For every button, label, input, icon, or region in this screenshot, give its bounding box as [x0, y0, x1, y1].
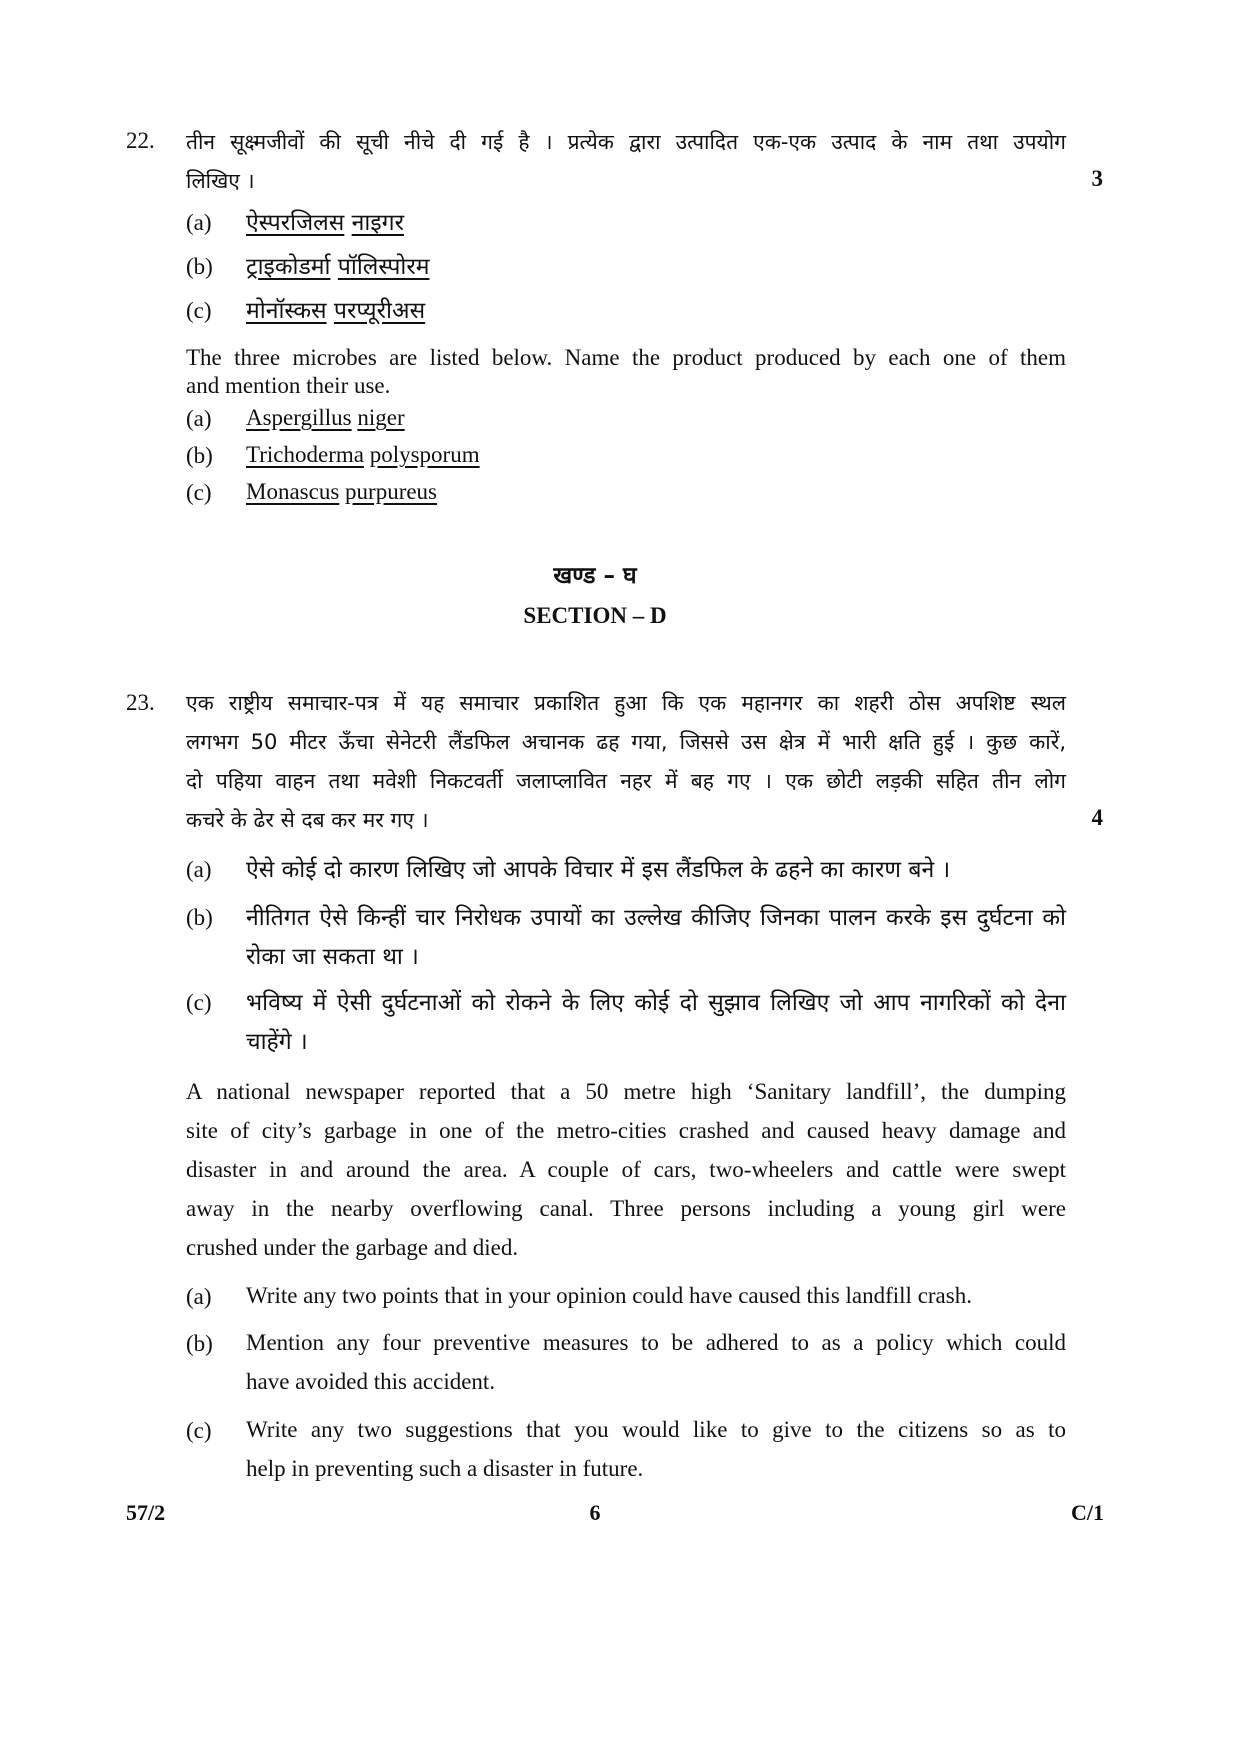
- q23-en-option-b-line-2: have avoided this accident.: [246, 1369, 496, 1394]
- q23-hi-option-a-label: (a): [186, 857, 212, 882]
- question-23-number: 23.: [126, 690, 155, 715]
- q23-hi-option-b-line-2: रोका जा सकता था ।: [246, 944, 419, 970]
- q22-en-option-a: Aspergillus niger: [246, 405, 405, 430]
- q22-hi-option-c: मोनॉस्कस परप्यूरीअस: [246, 298, 426, 324]
- q23-english-line-2: site of city’s garbage in one of the metro-cities crashed and caused heavy damage and: [186, 1118, 1066, 1143]
- q23-en-option-c-line-1: Write any two suggestions that you would like to give to the citizens so as to: [246, 1417, 1066, 1442]
- q23-hi-option-c-label: (c): [186, 990, 212, 1015]
- q22-en-option-b: Trichoderma polysporum: [246, 442, 480, 467]
- q23-english-line-4: away in the nearby overflowing canal. Three persons including a young girl were: [186, 1196, 1066, 1221]
- q23-hindi-line-2: लगभग 50 मीटर ऊँचा सेनेटरी लैंडफिल अचानक ढह गया, जिससे उस क्षेत्र में भारी क्षति हुई । कुछ कारें,: [186, 730, 1066, 754]
- q23-hi-option-a: ऐसे कोई दो कारण लिखिए जो आपके विचार में इस लैंडफिल के ढहने का कारण बने ।: [246, 857, 951, 883]
- q23-hi-option-b-line-1: नीतिगत ऐसे किन्हीं चार निरोधक उपायों का उल्लेख कीजिए जिनका पालन करके इस दुर्घटना को: [246, 905, 1066, 931]
- q23-hi-option-c-line-2: चाहेंगे ।: [246, 1029, 308, 1055]
- q23-marks: 4: [1091, 805, 1103, 830]
- q23-hindi-line-1: एक राष्ट्रीय समाचार-पत्र में यह समाचार प्रकाशित हुआ कि एक महानगर का शहरी ठोस अपशिष्ट स्थल: [186, 691, 1066, 715]
- footer-paper-code: 57/2: [126, 1500, 166, 1525]
- q22-hi-option-b-label: (b): [186, 254, 213, 279]
- q22-hi-option-b: ट्राइकोडर्मा पॉलिस्पोरम: [246, 254, 430, 280]
- q22-en-option-b-label: (b): [186, 443, 213, 468]
- q23-hi-option-c-line-1: भविष्य में ऐसी दुर्घटनाओं को रोकने के लिए कोई दो सुझाव लिखिए जो आप नागरिकों को देना: [246, 990, 1066, 1016]
- q23-hindi-line-3: दो पहिया वाहन तथा मवेशी निकटवर्ती जलाप्लावित नहर में बह गए । एक छोटी लड़की सहित तीन लोग: [186, 769, 1066, 793]
- q23-hindi-line-4: कचरे के ढेर से दब कर मर गए ।: [186, 808, 429, 832]
- q23-english-line-3: disaster in and around the area. A couple of cars, two-wheelers and cattle were swept: [186, 1157, 1066, 1182]
- q23-en-option-c-line-2: help in preventing such a disaster in future.: [246, 1456, 644, 1481]
- q23-english-line-5: crushed under the garbage and died.: [186, 1235, 519, 1260]
- q22-english-line-1: The three microbes are listed below. Name the product produced by each one of them: [186, 345, 1066, 370]
- q23-en-option-c-label: (c): [186, 1418, 212, 1443]
- q23-hi-option-b-label: (b): [186, 905, 213, 930]
- q23-en-option-b-label: (b): [186, 1331, 213, 1356]
- q22-hi-option-a: ऐस्परजिलस नाइगर: [246, 210, 404, 236]
- section-heading-english: SECTION – D: [523, 603, 667, 628]
- q22-en-option-a-label: (a): [186, 406, 212, 431]
- q22-english-line-2: and mention their use.: [186, 373, 391, 398]
- q22-hi-option-c-label: (c): [186, 298, 212, 323]
- footer-set-code: C/1: [1071, 1500, 1104, 1525]
- q22-en-option-c-label: (c): [186, 480, 212, 505]
- q23-en-option-a-label: (a): [186, 1284, 212, 1309]
- q22-en-option-c: Monascus purpureus: [246, 479, 438, 504]
- q22-hindi-line-2: लिखिए ।: [186, 169, 255, 193]
- q23-en-option-a: Write any two points that in your opinion could have caused this landfill crash.: [246, 1283, 972, 1308]
- q23-english-line-1: A national newspaper reported that a 50 metre high ‘Sanitary landfill’, the dumping: [186, 1079, 1066, 1104]
- section-heading-hindi: खण्ड – घ: [553, 563, 637, 589]
- q23-en-option-b-line-1: Mention any four preventive measures to be adhered to as a policy which could: [246, 1330, 1066, 1355]
- question-22-number: 22.: [126, 128, 155, 153]
- footer-page-number: 6: [589, 1500, 601, 1525]
- q22-hi-option-a-label: (a): [186, 210, 212, 235]
- q22-hindi-line-1: तीन सूक्ष्मजीवों की सूची नीचे दी गई है । प्रत्येक द्वारा उत्पादित एक-एक उत्पाद के नाम तथा उपयोग: [186, 130, 1066, 154]
- q22-marks: 3: [1091, 166, 1103, 191]
